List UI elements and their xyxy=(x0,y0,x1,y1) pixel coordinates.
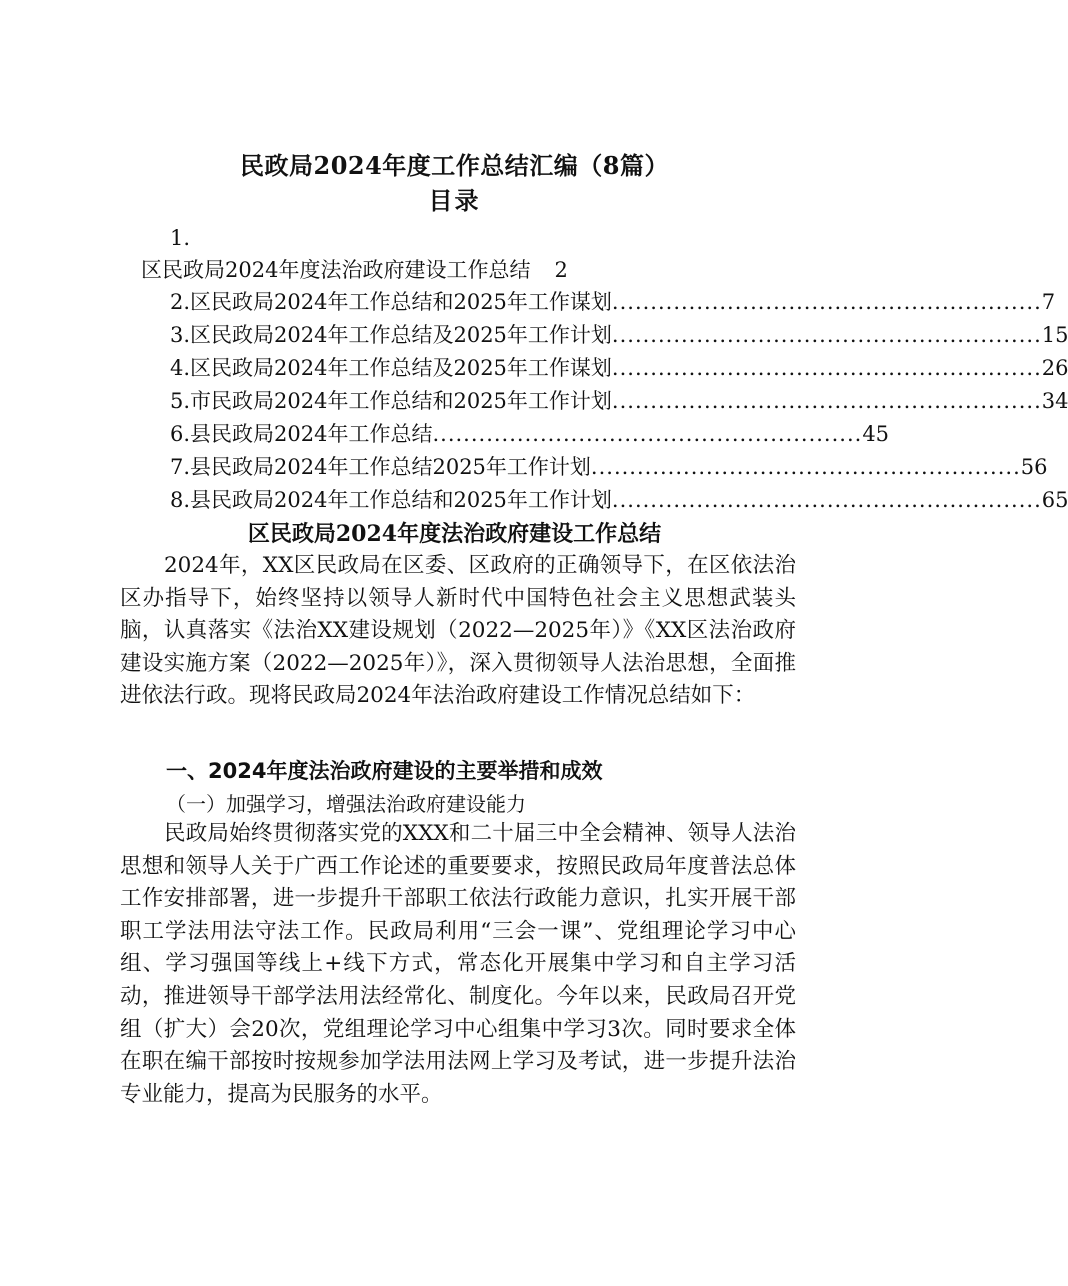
toc-leader: ........................................................ xyxy=(611,323,1042,347)
document-title: 民政局2024年度工作总结汇编（8篇） xyxy=(240,151,669,180)
toc-item-page: 34 xyxy=(1041,389,1068,413)
toc-leader: ........................................................ xyxy=(590,455,1021,479)
toc-item-label: 3.区民政局2024年工作总结及2025年工作计划 xyxy=(170,323,612,347)
toc-item-4[interactable] xyxy=(170,355,1068,381)
section-title: 区民政局2024年度法治政府建设工作总结 xyxy=(247,521,662,547)
intro-paragraph: 2024年，XX区民政局在区委、区政府的正确领导下，在区依法治区办指导下，始终坚持以领导人新时代中国特色社会主义思想武装头脑，认真落实《法治XX建设规划（2022—2025年）》《XX区法治政府建设实施方案（2022—2025年）》，深入贯彻领导人法治思想，全面推进依法行政。现将民政局2024年法治政府建设工作情况总结如下： xyxy=(120,553,796,709)
toc-item-label: 2.区民政局2024年工作总结和2025年工作谋划 xyxy=(170,290,612,314)
toc-item-2[interactable] xyxy=(170,289,1056,315)
toc-item-label: 7.县民政局2024年工作总结2025年工作计划 xyxy=(170,455,591,479)
toc-item-6[interactable] xyxy=(170,421,890,447)
toc-item-5[interactable] xyxy=(170,388,1068,414)
toc-item-1-number[interactable]: 1. xyxy=(170,226,191,250)
heading-level-2: （一）加强学习，增强法治政府建设能力 xyxy=(166,792,526,816)
toc-leader: ........................................................ xyxy=(432,422,863,446)
toc-item-page: 7 xyxy=(1041,290,1056,314)
toc-leader: ........................................................ xyxy=(611,488,1042,512)
toc-leader: ........................................................ xyxy=(611,389,1042,413)
toc-item-label: 6.县民政局2024年工作总结 xyxy=(170,422,433,446)
toc-item-7[interactable] xyxy=(170,454,1048,480)
toc-item-3[interactable] xyxy=(170,322,1068,348)
toc-item-page: 45 xyxy=(862,422,890,446)
toc-item-page: 15 xyxy=(1041,323,1068,347)
toc-item-8[interactable] xyxy=(170,487,1068,513)
toc-item-page: 65 xyxy=(1041,488,1068,512)
toc-item-1[interactable] xyxy=(141,257,568,283)
toc-item-page: 56 xyxy=(1020,455,1048,479)
toc-leader: ........................................................ xyxy=(611,290,1042,314)
toc-item-label: 4.区民政局2024年工作总结及2025年工作谋划 xyxy=(170,356,612,380)
toc-item-label: 区民政局2024年度法治政府建设工作总结 xyxy=(141,258,531,282)
toc-item-label: 8.县民政局2024年工作总结和2025年工作计划 xyxy=(170,488,612,512)
toc-item-page: 26 xyxy=(1041,356,1068,380)
toc-leader: ........................................................ xyxy=(611,356,1042,380)
toc-heading: 目录 xyxy=(428,186,481,215)
toc-item-label: 5.市民政局2024年工作总结和2025年工作计划 xyxy=(170,389,612,413)
toc-item-page: 2 xyxy=(554,258,568,282)
heading-level-1: 一、2024年度法治政府建设的主要举措和成效 xyxy=(166,759,603,783)
body-paragraph: 民政局始终贯彻落实党的XXX和二十届三中全会精神、领导人法治思想和领导人关于广西工作论述的重要要求，按照民政局年度普法总体工作安排部署，进一步提升干部职工依法行政能力意识，扎实开展干部职工学法用法守法工作。民政局利用“三会一课”、党组理论学习中心组、学习强国等线上+线下方式，常态化开展集中学习和自主学习活动，推进领导干部学法用法经常化、制度化。今年以来，民政局召开党组（扩大）会20次，党组理论学习中心组集中学习3次。同时要求全体在职在编干部按时按规参加学法用法网上学习及考试，进一步提升法治专业能力，提高为民服务的水平。 xyxy=(120,821,796,1107)
